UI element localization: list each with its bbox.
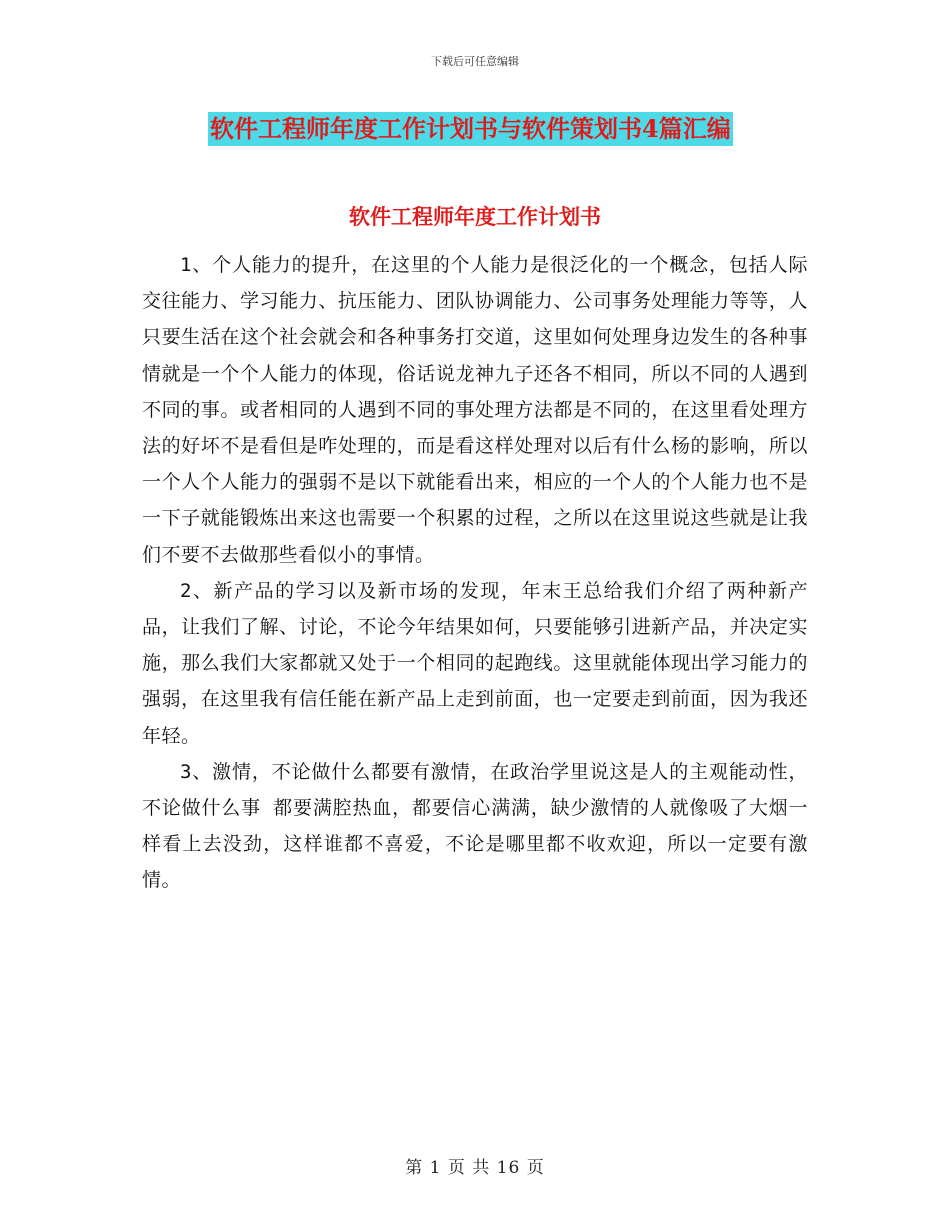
header-note: 下载后可任意编辑	[431, 55, 519, 68]
page-number: 第 1 页 共 16 页	[405, 1158, 545, 1178]
document-title: 软件工程师年度工作计划书与软件策划书4篇汇编	[208, 112, 733, 146]
section-title: 软件工程师年度工作计划书	[349, 204, 601, 229]
body-text	[142, 247, 808, 899]
paragraph-2: 2、新产品的学习以及新市场的发现，年末王总给我们介绍了两种新产品，让我们了解、讨论，不论今年结果如何，只要能够引进新产品，并决定实施，那么我们大家都就又处于一个相同的起跑线。这里就能体现出学习能力的强弱，在这里我有信任能在新产品上走到前面，也一定要走到前面，因为我还年轻。	[142, 579, 808, 747]
paragraph-1: 1、个人能力的提升，在这里的个人能力是很泛化的一个概念，包括人际交往能力、学习能力、抗压能力、团队协调能力、公司事务处理能力等等，人只要生活在这个社会就会和各种事务打交道，这里如何处理身边发生的各种事情就是一个个人能力的体现，俗话说龙神九子还各不相同，所以不同的人遇到不同的事。或者相同的人遇到不同的事处理方法都是不同的，在这里看处理方法的好坏不是看但是咋处理的，而是看这样处理对以后有什么杨的影响，所以一个人个人能力的强弱不是以下就能看出来，相应的一个人的个人能力也不是一下子就能锻炼出来这也需要一个积累的过程，之所以在这里说这些就是让我们不要不去做那些看似小的事情。	[142, 254, 808, 566]
paragraph-3: 3、激情，不论做什么都要有激情，在政治学里说这是人的主观能动性，不论做什么事 都要满腔热血，都要信心满满，缺少激情的人就像吸了大烟一样看上去没劲，这样谁都不喜爱，不论是哪里都不收欢迎，所以一定要有激情。	[142, 760, 808, 892]
document-title-container	[208, 112, 788, 146]
